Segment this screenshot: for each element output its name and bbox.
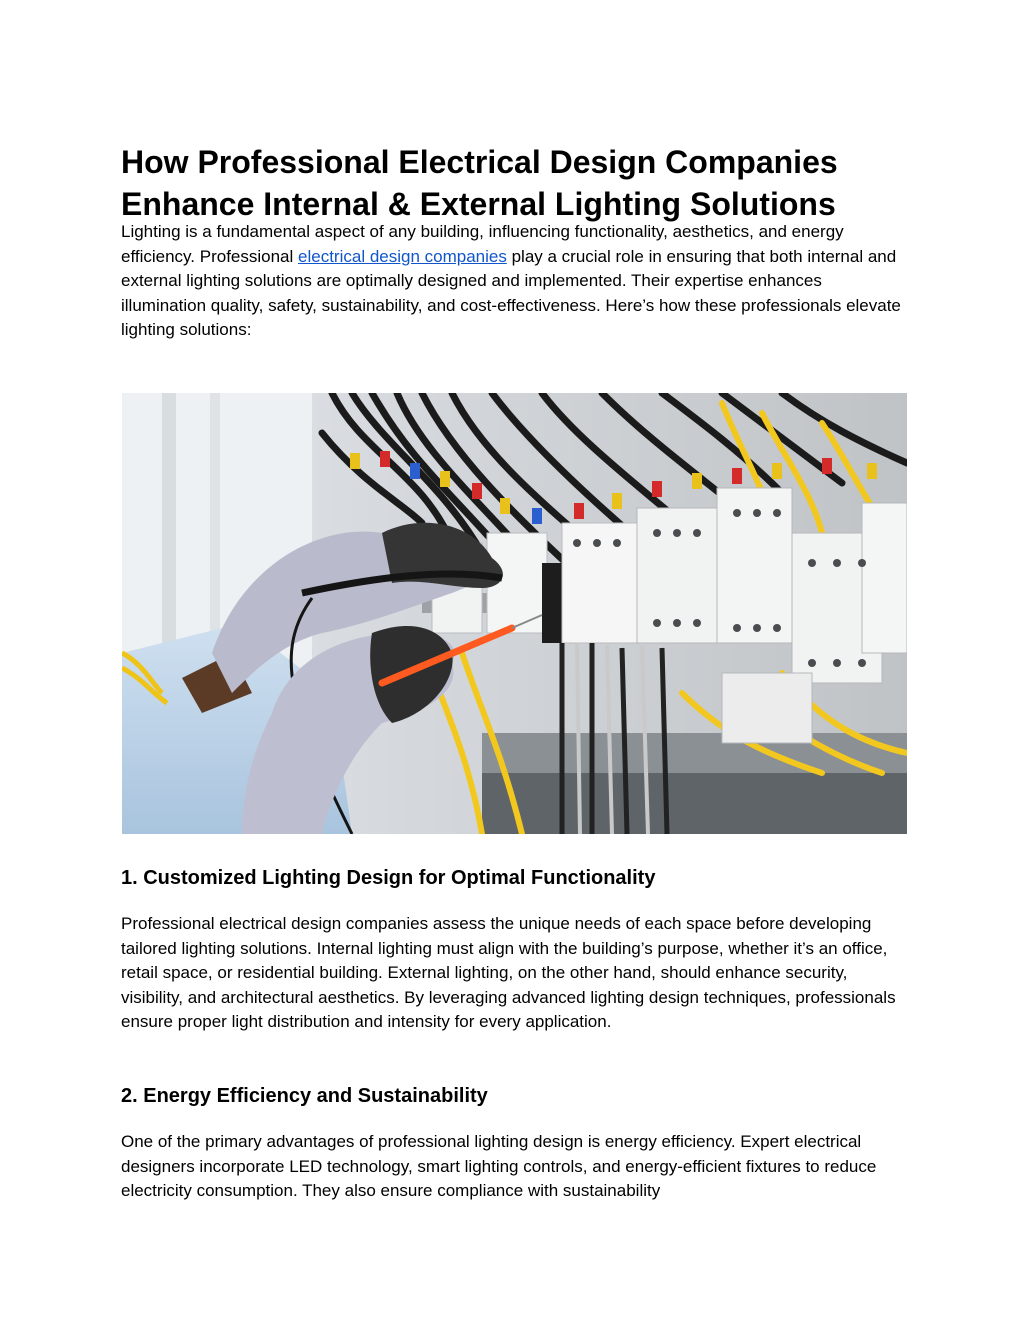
section-2-heading: 2. Energy Efficiency and Sustainability bbox=[121, 1085, 488, 1107]
section-1-paragraph: Professional electrical design companies assess the unique needs of each space before developing tailored lighting solutions. Internal lighting must align with the building’s purpose, whether it’s an office, retail space, or residential building. External lighting, on the other hand, should enhance security, visibility, and architectural aesthetics. By leveraging advanced lighting design techniques, professionals ensure proper light distribution and intensity for every application. bbox=[121, 914, 896, 1031]
section-1-heading: 1. Customized Lighting Design for Optimal Functionality bbox=[121, 867, 656, 889]
intro-text-end: play a crucial role in ensuring that both internal and external lighting solutions are optimally designed and implemented. Their expertise enhances illumination quality, safety, sustainability, and cost-effectiveness. Here’s how these professionals elevate lighting solutions: bbox=[121, 246, 901, 339]
section-2-paragraph: One of the primary advantages of professional lighting design is energy efficiency. Expert electrical designers incorporate LED technology, smart lighting controls, and energy-efficient fixtures to reduce electricity consumption. They also ensure compliance with sustainability bbox=[121, 1132, 877, 1200]
article-title-line-1: How Professional Electrical Design Companies bbox=[121, 144, 838, 180]
intro-text-start: Lighting is a fundamental aspect of any building, influencing functionality, aesthetics, and energy efficiency. Professional bbox=[121, 222, 844, 266]
article-title-line-2: Enhance Internal & External Lighting Solutions bbox=[121, 186, 836, 222]
article-title bbox=[121, 141, 907, 225]
electrical-design-companies-link[interactable]: electrical design companies bbox=[298, 246, 507, 266]
intro-paragraph bbox=[121, 220, 907, 343]
electrician-testing-panel-photo bbox=[122, 393, 907, 834]
